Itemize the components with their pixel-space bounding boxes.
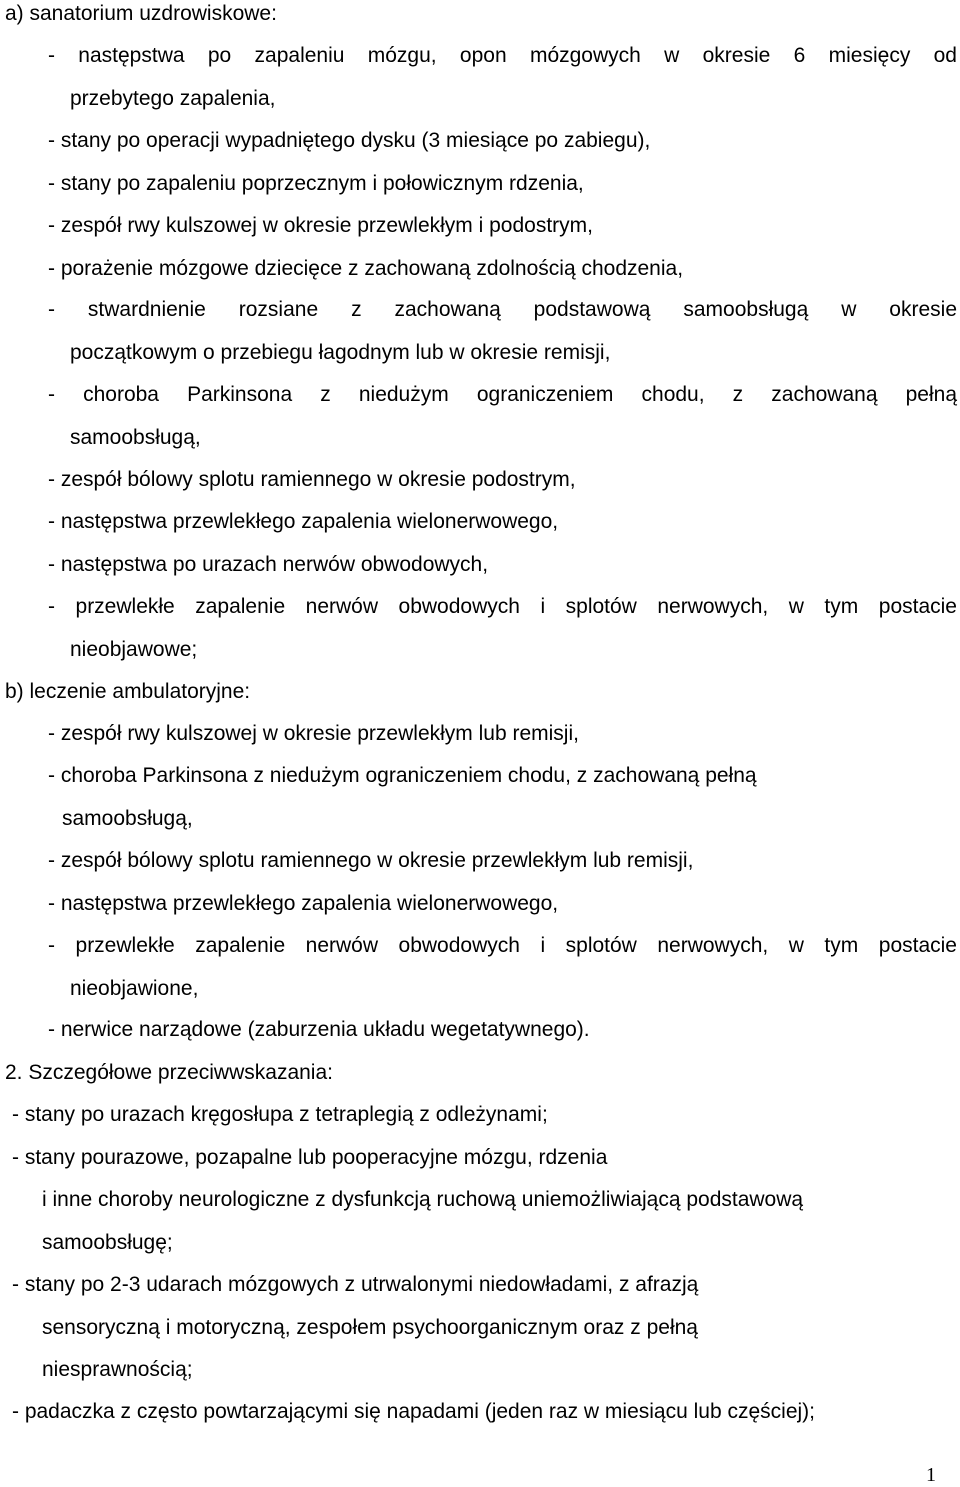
list-item: - stany po operacji wypadniętego dysku (3 miesiące po zabiegu), bbox=[48, 129, 651, 152]
list-item-continuation: przebytego zapalenia, bbox=[70, 87, 276, 110]
list-item-continuation: samoobsługą, bbox=[62, 807, 193, 830]
list-item: - przewlekłe zapalenie nerwów obwodowych i splotów nerwowych, w tym postacie bbox=[48, 595, 957, 618]
list-item-continuation: samoobsługę; bbox=[42, 1231, 173, 1254]
list-item: - zespół rwy kulszowej w okresie przewlekłym lub remisji, bbox=[48, 722, 579, 745]
list-item-continuation: nieobjawione, bbox=[70, 977, 199, 1000]
list-item: - choroba Parkinsona z niedużym ograniczeniem chodu, z zachowaną pełną bbox=[48, 383, 957, 406]
list-item-continuation: sensoryczną i motoryczną, zespołem psychoorganicznym oraz z pełną bbox=[42, 1316, 698, 1339]
list-item: - zespół bólowy splotu ramiennego w okresie przewlekłym lub remisji, bbox=[48, 849, 694, 872]
list-item: - następstwa po urazach nerwów obwodowych, bbox=[48, 553, 489, 576]
list-item-continuation: niesprawnością; bbox=[42, 1358, 193, 1381]
list-item-continuation: samoobsługą, bbox=[70, 426, 201, 449]
list-item: - stwardnienie rozsiane z zachowaną podstawową samoobsługą w okresie bbox=[48, 298, 957, 321]
list-item-continuation: nieobjawowe; bbox=[70, 638, 198, 661]
list-item: - stany po urazach kręgosłupa z tetraplegią z odleżynami; bbox=[12, 1103, 548, 1126]
page-number: 1 bbox=[926, 1464, 936, 1486]
list-item-continuation: i inne choroby neurologiczne z dysfunkcją ruchową uniemożliwiającą podstawową bbox=[42, 1188, 804, 1211]
section-b-header: b) leczenie ambulatoryjne: bbox=[5, 680, 251, 703]
list-item: - następstwa po zapaleniu mózgu, opon mózgowych w okresie 6 miesięcy od bbox=[48, 44, 957, 67]
list-item: - padaczka z często powtarzającymi się napadami (jeden raz w miesiącu lub częściej); bbox=[12, 1400, 816, 1423]
list-item: - zespół rwy kulszowej w okresie przewlekłym i podostrym, bbox=[48, 214, 593, 237]
list-item: - porażenie mózgowe dziecięce z zachowaną zdolnością chodzenia, bbox=[48, 257, 684, 280]
list-item: - stany po 2-3 udarach mózgowych z utrwalonymi niedowładami, z afrazją bbox=[12, 1273, 699, 1296]
section-2-header: 2. Szczegółowe przeciwwskazania: bbox=[5, 1061, 333, 1084]
list-item: - stany po zapaleniu poprzecznym i połowicznym rdzenia, bbox=[48, 172, 584, 195]
list-item: - następstwa przewlekłego zapalenia wielonerwowego, bbox=[48, 892, 559, 915]
list-item: - następstwa przewlekłego zapalenia wielonerwowego, bbox=[48, 510, 559, 533]
list-item: - nerwice narządowe (zaburzenia układu wegetatywnego). bbox=[48, 1018, 590, 1041]
list-item: - choroba Parkinsona z niedużym ograniczeniem chodu, z zachowaną pełną bbox=[48, 764, 757, 787]
list-item: - zespół bólowy splotu ramiennego w okresie podostrym, bbox=[48, 468, 576, 491]
section-a-header: a) sanatorium uzdrowiskowe: bbox=[5, 2, 277, 25]
list-item: - przewlekłe zapalenie nerwów obwodowych i splotów nerwowych, w tym postacie bbox=[48, 934, 957, 957]
list-item-continuation: początkowym o przebiegu łagodnym lub w okresie remisji, bbox=[70, 341, 611, 364]
list-item: - stany pourazowe, pozapalne lub pooperacyjne mózgu, rdzenia bbox=[12, 1146, 608, 1169]
